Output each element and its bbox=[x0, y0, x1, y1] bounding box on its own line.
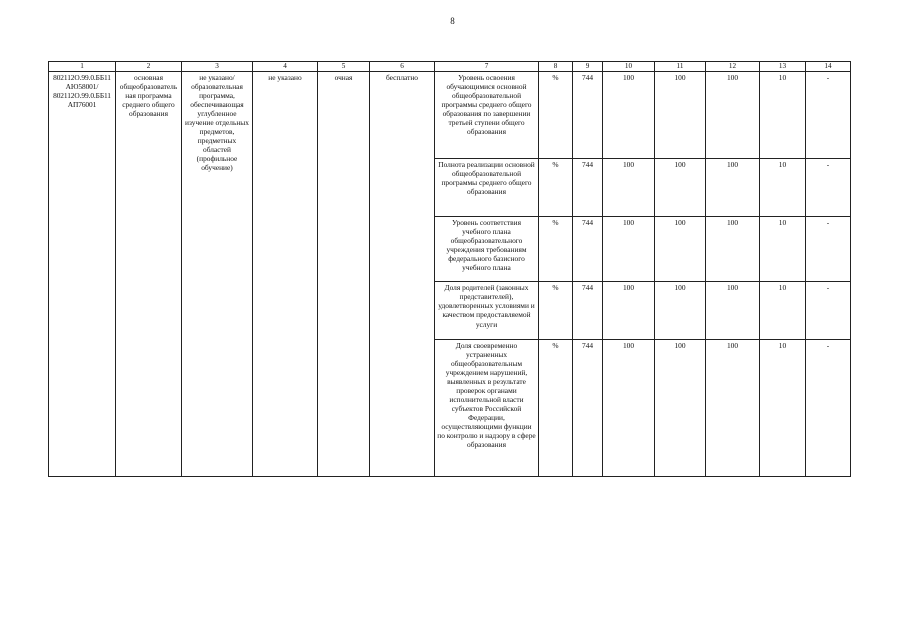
student-category: не указано bbox=[253, 71, 318, 476]
indicator-value: 100 bbox=[706, 159, 760, 217]
program-name: основная общеобразовательная программа среднего общего образования bbox=[116, 71, 182, 476]
indicator-reason: - bbox=[806, 71, 851, 158]
indicator-name: Доля своевременно устраненных общеобразовательным учреждением нарушений, выявленных в результате проверок органами исполнительной власти субъектов Российской Федерации, осуществляющими функции по контролю и надзору в сфере образования bbox=[435, 339, 539, 476]
indicator-okei: 744 bbox=[573, 217, 603, 282]
column-number: 14 bbox=[806, 62, 851, 72]
indicator-unit: % bbox=[539, 71, 573, 158]
indicator-reason: - bbox=[806, 159, 851, 217]
indicator-okei: 744 bbox=[573, 71, 603, 158]
indicator-value: 100 bbox=[603, 159, 655, 217]
column-number: 8 bbox=[539, 62, 573, 72]
indicator-value: 100 bbox=[706, 71, 760, 158]
column-number: 2 bbox=[116, 62, 182, 72]
education-form: очная bbox=[318, 71, 370, 476]
column-number: 7 bbox=[435, 62, 539, 72]
column-number: 5 bbox=[318, 62, 370, 72]
indicator-value: 100 bbox=[603, 217, 655, 282]
page-number: 8 bbox=[450, 16, 455, 26]
indicator-name: Уровень соответствия учебного плана общеобразовательного учреждения требованиям федерального базисного учебного плана bbox=[435, 217, 539, 282]
indicator-value: 100 bbox=[603, 339, 655, 476]
column-number: 1 bbox=[49, 62, 116, 72]
column-number: 4 bbox=[253, 62, 318, 72]
indicator-deviation: 10 bbox=[760, 159, 806, 217]
column-number: 10 bbox=[603, 62, 655, 72]
indicator-deviation: 10 bbox=[760, 282, 806, 339]
indicator-value: 100 bbox=[655, 71, 706, 158]
indicator-reason: - bbox=[806, 282, 851, 339]
indicator-unit: % bbox=[539, 339, 573, 476]
indicator-name: Полнота реализации основной общеобразовательной программы среднего общего образования bbox=[435, 159, 539, 217]
column-number: 13 bbox=[760, 62, 806, 72]
quality-indicators-table bbox=[48, 61, 851, 477]
indicator-name: Доля родителей (законных представителей), удовлетворенных условиями и качеством предоставляемой услуги bbox=[435, 282, 539, 339]
indicator-value: 100 bbox=[603, 282, 655, 339]
column-number-row bbox=[49, 62, 851, 72]
indicator-unit: % bbox=[539, 282, 573, 339]
indicator-value: 100 bbox=[706, 339, 760, 476]
indicator-value: 100 bbox=[603, 71, 655, 158]
registry-codes: 802112О.99.0.ББ11АЮ58001/ 802112О.99.0.ББ11АП76001 bbox=[49, 71, 116, 476]
indicator-value: 100 bbox=[655, 159, 706, 217]
column-number: 11 bbox=[655, 62, 706, 72]
indicator-unit: % bbox=[539, 159, 573, 217]
indicator-reason: - bbox=[806, 217, 851, 282]
column-number: 3 bbox=[182, 62, 253, 72]
program-content: не указано/ образовательная программа, обеспечивающая углубленное изучение отдельных предметов, предметных областей (профильное обучение) bbox=[182, 71, 253, 476]
indicator-value: 100 bbox=[655, 282, 706, 339]
indicator-value: 100 bbox=[655, 339, 706, 476]
indicator-deviation: 10 bbox=[760, 339, 806, 476]
column-number: 12 bbox=[706, 62, 760, 72]
indicator-reason: - bbox=[806, 339, 851, 476]
indicator-okei: 744 bbox=[573, 159, 603, 217]
indicator-okei: 744 bbox=[573, 339, 603, 476]
indicator-value: 100 bbox=[706, 217, 760, 282]
indicator-value: 100 bbox=[706, 282, 760, 339]
indicator-deviation: 10 bbox=[760, 71, 806, 158]
indicator-unit: % bbox=[539, 217, 573, 282]
column-number: 9 bbox=[573, 62, 603, 72]
indicator-value: 100 bbox=[655, 217, 706, 282]
indicator-deviation: 10 bbox=[760, 217, 806, 282]
payment-type: бесплатно bbox=[370, 71, 435, 476]
indicator-name: Уровень освоения обучающимися основной общеобразовательной программы среднего общего образования по завершении третьей ступени общего образования bbox=[435, 71, 539, 158]
column-number: 6 bbox=[370, 62, 435, 72]
table-row bbox=[49, 71, 851, 158]
indicator-okei: 744 bbox=[573, 282, 603, 339]
